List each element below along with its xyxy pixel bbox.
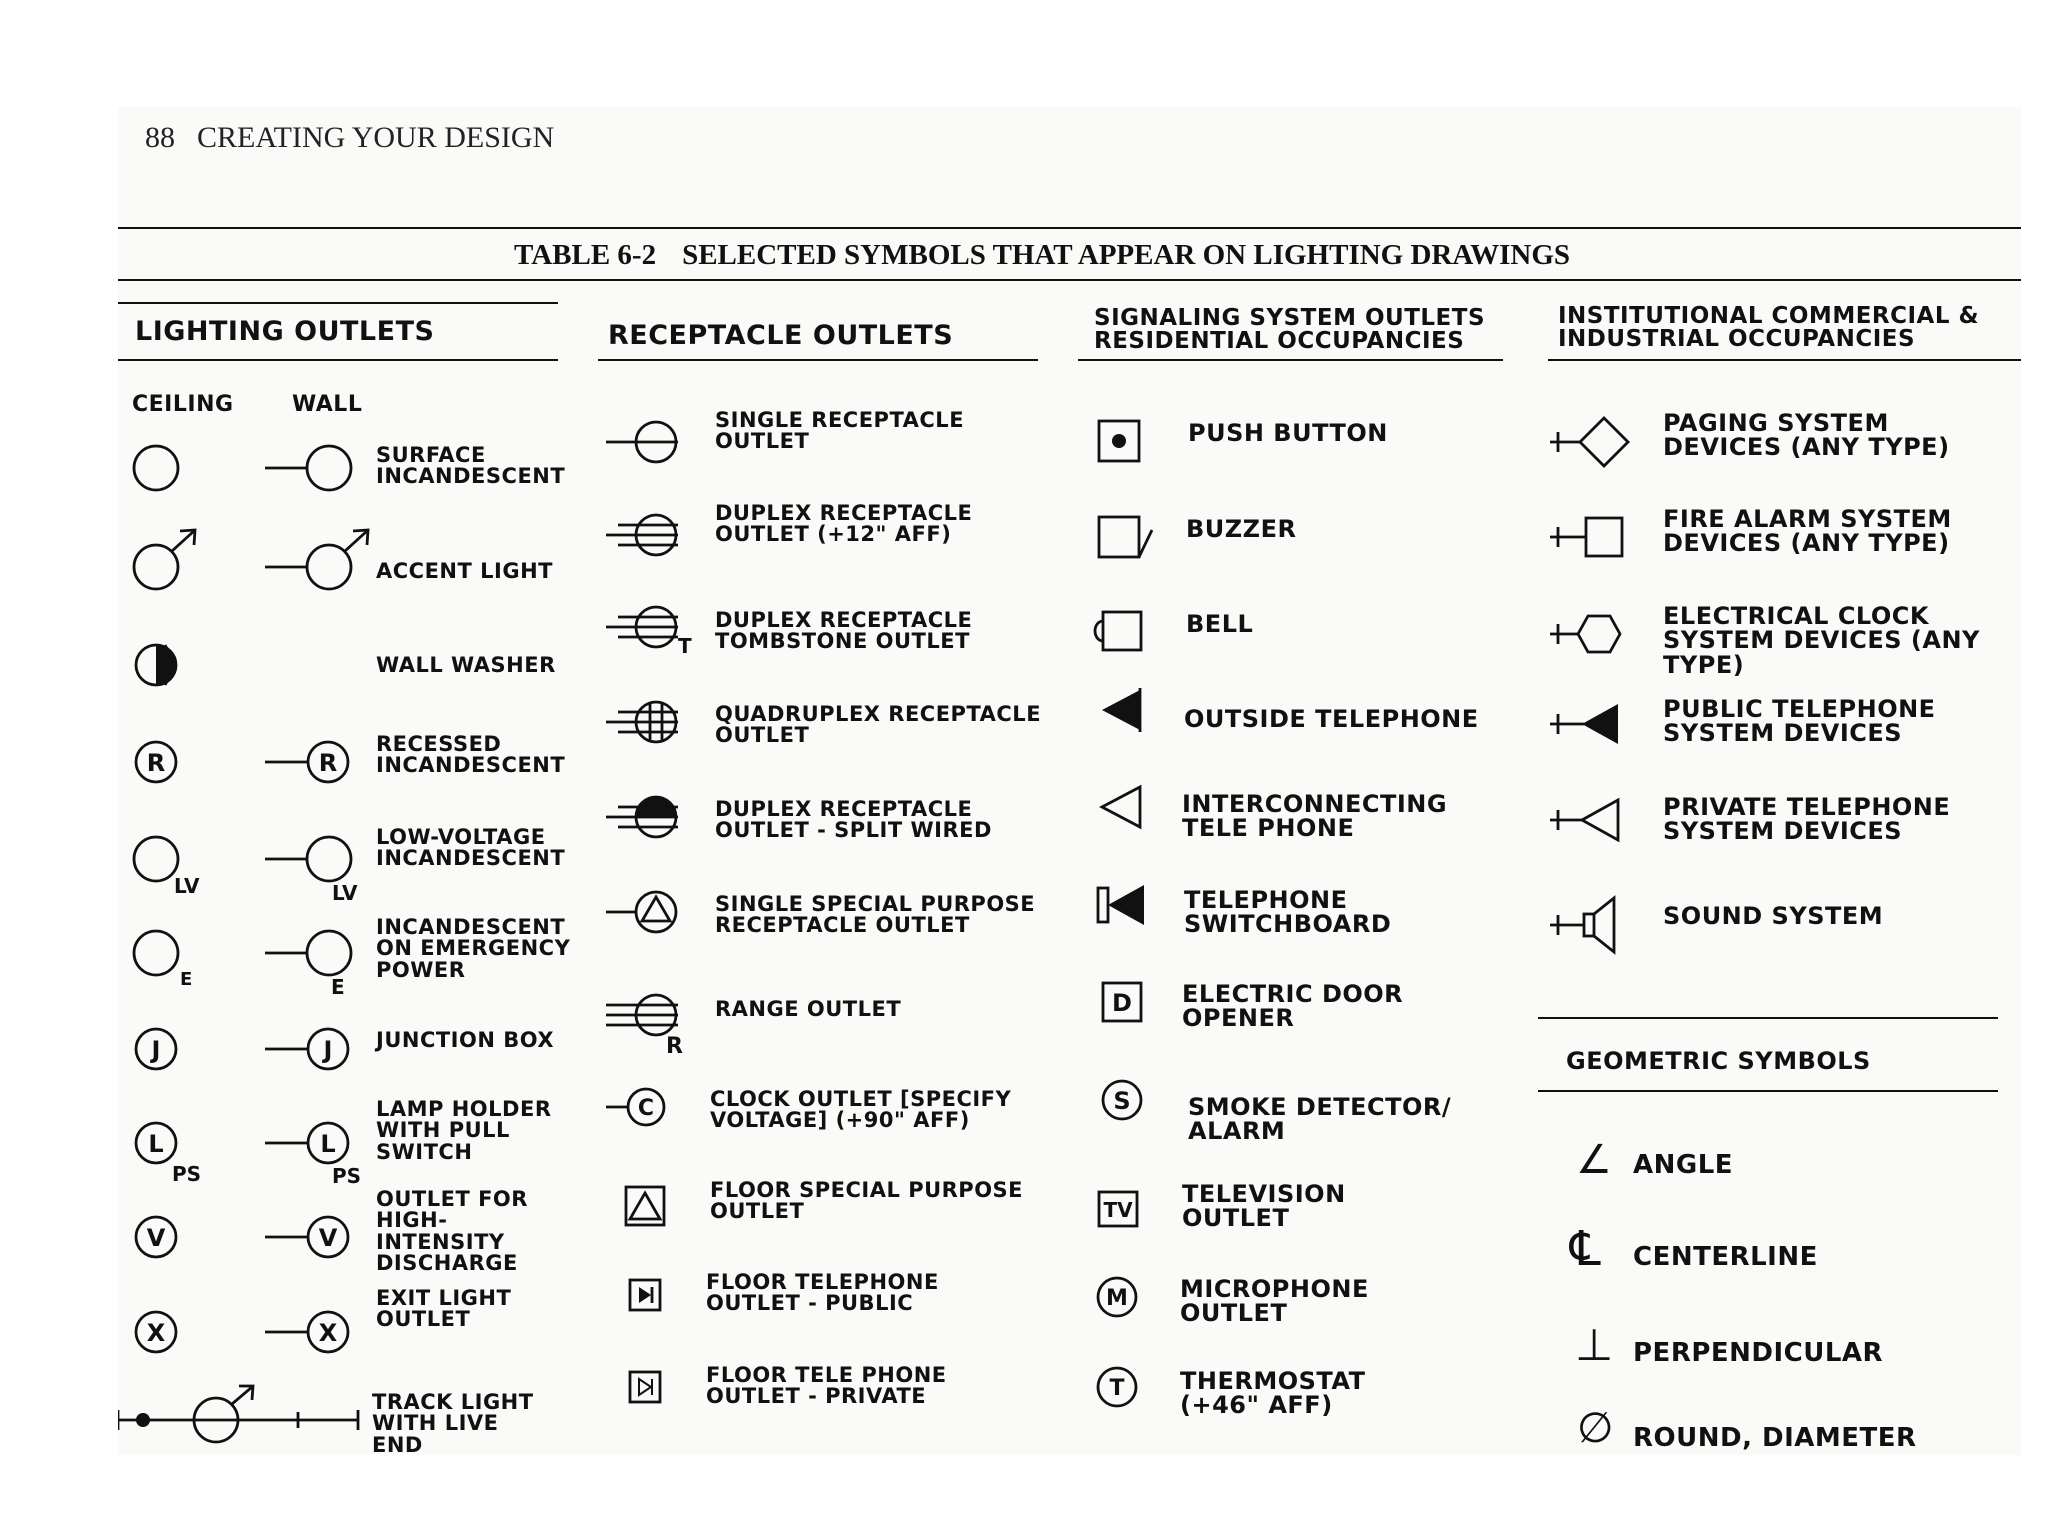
receptacle-heading: RECEPTACLE OUTLETS — [608, 320, 954, 351]
low-voltage-wall-letter: LV — [332, 881, 358, 905]
centerline-icon: ℄ — [1570, 1221, 1602, 1277]
accent-light-symbol — [134, 530, 368, 589]
telephone-switchboard-symbol — [1098, 885, 1144, 925]
pull-switch-wall-letters: PS — [332, 1164, 362, 1188]
recessed-symbol — [136, 742, 348, 782]
floor-special-symbol — [626, 1187, 664, 1225]
thermostat-symbol — [1098, 1368, 1136, 1406]
television-outlet-symbol — [1099, 1192, 1137, 1226]
label-private-telephone: PRIVATE TELEPHONE SYSTEM DEVICES — [1663, 793, 1951, 846]
split-wired-receptacle-symbol — [606, 797, 678, 837]
ceiling-subheading: CEILING — [132, 392, 234, 417]
table-caption: SELECTED SYMBOLS THAT APPEAR ON LIGHTING DRAWINGS — [682, 239, 1571, 271]
fire-alarm-symbol — [1550, 518, 1622, 556]
single-receptacle-symbol — [606, 422, 678, 462]
geometric-heading: GEOMETRIC SYMBOLS — [1566, 1047, 1871, 1075]
sound-system-symbol — [1550, 898, 1614, 952]
range-outlet-symbol — [606, 995, 683, 1059]
low-voltage-letter: LV — [174, 874, 200, 898]
label-floor-special: FLOOR SPECIAL PURPOSE OUTLET — [710, 1178, 1024, 1224]
label-single-receptacle: SINGLE RECEPTACLE OUTLET — [715, 408, 965, 454]
book-page — [118, 107, 2021, 1455]
hid-letter: V — [146, 1224, 166, 1252]
exit-wall-letter: X — [318, 1319, 338, 1347]
label-quadruplex: QUADRUPLEX RECEPTACLE OUTLET — [715, 702, 1042, 748]
signaling-heading-line2: RESIDENTIAL OCCUPANCIES — [1094, 328, 1465, 355]
quadruplex-receptacle-symbol — [606, 702, 678, 742]
label-floor-tel-public: FLOOR TELEPHONE OUTLET - PUBLIC — [706, 1270, 939, 1316]
bell-symbol — [1095, 612, 1141, 650]
exit-letter: X — [146, 1319, 166, 1347]
label-buzzer: BUZZER — [1186, 515, 1297, 543]
hid-wall-letter: V — [318, 1224, 338, 1252]
tv-letters: TV — [1103, 1198, 1133, 1222]
door-opener-letter: D — [1112, 989, 1132, 1017]
label-split-wired: DUPLEX RECEPTACLE OUTLET - SPLIT WIRED — [715, 797, 992, 843]
clock-outlet-symbol — [606, 1089, 664, 1125]
label-telephone-switchboard: TELEPHONE SWITCHBOARD — [1184, 886, 1392, 939]
thermostat-letter: T — [1109, 1376, 1125, 1401]
lamp-holder-letter: L — [148, 1130, 164, 1158]
label-wall-washer: WALL WASHER — [376, 653, 556, 677]
label-clock-outlet: CLOCK OUTLET [SPECIFY VOLTAGE] (+90" AFF) — [710, 1087, 1012, 1133]
label-paging-system: PAGING SYSTEM DEVICES (ANY TYPE) — [1663, 409, 1950, 462]
range-letter: R — [666, 1034, 683, 1059]
push-button-symbol — [1099, 421, 1139, 461]
public-telephone-symbol — [1550, 704, 1618, 744]
label-recessed-incandescent: RECESSED INCANDESCENT — [376, 732, 566, 778]
track-light-symbol — [118, 1386, 358, 1442]
label-low-voltage-incandescent: LOW-VOLTAGE INCANDESCENT — [376, 825, 566, 871]
label-perpendicular: PERPENDICULAR — [1633, 1338, 1884, 1368]
label-sound-system: SOUND SYSTEM — [1663, 902, 1884, 930]
label-surface-incandescent: SURFACE INCANDESCENT — [376, 443, 566, 489]
perpendicular-icon: ⊥ — [1575, 1320, 1614, 1371]
label-electrical-clock: ELECTRICAL CLOCK SYSTEM DEVICES (ANY TYPE) — [1663, 602, 1980, 679]
label-track-light: TRACK LIGHT WITH LIVE END — [372, 1390, 534, 1455]
label-junction-box: JUNCTION BOX — [376, 1028, 555, 1052]
private-telephone-symbol — [1550, 800, 1618, 840]
diameter-icon: ∅ — [1577, 1403, 1615, 1452]
angle-icon: ∠ — [1576, 1137, 1613, 1183]
signaling-heading-line1: SIGNALING SYSTEM OUTLETS — [1094, 305, 1486, 331]
label-hid-outlet: OUTLET FOR HIGH-INTENSITY DISCHARGE — [376, 1187, 528, 1276]
low-voltage-symbol — [134, 837, 358, 905]
label-interconnecting-telephone: INTERCONNECTING TELE PHONE — [1182, 790, 1448, 843]
label-range-outlet: RANGE OUTLET — [715, 997, 902, 1021]
mic-letter: M — [1106, 1286, 1128, 1311]
lighting-heading: LIGHTING OUTLETS — [135, 316, 435, 347]
lamp-holder-wall-letter: L — [320, 1130, 336, 1158]
label-thermostat: THERMOSTAT (+46" AFF) — [1180, 1367, 1366, 1420]
table-label: TABLE 6-2 — [514, 239, 657, 271]
microphone-outlet-symbol — [1098, 1278, 1136, 1316]
floor-tel-public-symbol — [630, 1280, 660, 1310]
emergency-symbol — [134, 931, 351, 999]
duplex-receptacle-symbol — [606, 515, 678, 555]
wall-subheading: WALL — [292, 392, 363, 417]
label-bell: BELL — [1186, 610, 1254, 638]
recessed-wall-letter: R — [318, 749, 338, 777]
label-duplex-tombstone: DUPLEX RECEPTACLE TOMBSTONE OUTLET — [715, 608, 973, 654]
pull-switch-letters: PS — [172, 1162, 202, 1186]
tombstone-letter: T — [678, 634, 692, 658]
recessed-letter: R — [146, 749, 166, 777]
hid-symbol — [136, 1217, 348, 1257]
door-opener-symbol — [1103, 983, 1141, 1021]
label-incandescent-emergency: INCANDESCENT ON EMERGENCY POWER — [376, 915, 571, 982]
outside-telephone-symbol — [1102, 688, 1140, 732]
emergency-wall-letter: E — [331, 975, 345, 999]
label-fire-alarm: FIRE ALARM SYSTEM DEVICES (ANY TYPE) — [1663, 505, 1952, 558]
label-public-telephone: PUBLIC TELEPHONE SYSTEM DEVICES — [1663, 695, 1936, 748]
running-title: CREATING YOUR DESIGN — [197, 121, 555, 154]
label-lamp-holder: LAMP HOLDER WITH PULL SWITCH — [376, 1097, 552, 1164]
label-duplex-receptacle: DUPLEX RECEPTACLE OUTLET (+12" AFF) — [715, 501, 973, 547]
label-special-purpose: SINGLE SPECIAL PURPOSE RECEPTACLE OUTLET — [715, 892, 1036, 938]
label-microphone-outlet: MICROPHONE OUTLET — [1180, 1275, 1369, 1328]
wall-washer-symbol — [136, 645, 176, 685]
junction-letter: J — [151, 1036, 161, 1064]
smoke-detector-symbol — [1103, 1081, 1141, 1119]
paging-system-symbol — [1550, 418, 1628, 466]
interconnecting-telephone-symbol — [1102, 787, 1140, 827]
label-accent-light: ACCENT LIGHT — [376, 559, 553, 583]
tombstone-receptacle-symbol — [606, 607, 692, 658]
emergency-letter: E — [180, 969, 193, 990]
smoke-letter: S — [1113, 1087, 1131, 1115]
junction-box-symbol — [136, 1029, 348, 1069]
special-purpose-receptacle-symbol — [606, 892, 676, 932]
electrical-clock-symbol — [1550, 616, 1620, 652]
surface-incandescent-symbol — [134, 446, 351, 490]
label-outside-telephone: OUTSIDE TELEPHONE — [1184, 705, 1479, 733]
institutional-heading-line1: INSTITUTIONAL COMMERCIAL & — [1558, 303, 1980, 329]
page-number: 88 — [145, 121, 175, 154]
lamp-holder-symbol — [136, 1123, 361, 1188]
label-centerline: CENTERLINE — [1633, 1242, 1818, 1272]
floor-tel-private-symbol — [630, 1372, 660, 1402]
junction-wall-letter: J — [323, 1036, 333, 1064]
label-round-diameter: ROUND, DIAMETER — [1633, 1423, 1917, 1453]
label-floor-tel-private: FLOOR TELE PHONE OUTLET - PRIVATE — [706, 1363, 947, 1409]
clock-letter: C — [637, 1096, 655, 1121]
label-push-button: PUSH BUTTON — [1188, 419, 1388, 447]
label-television-outlet: TELEVISION OUTLET — [1182, 1180, 1346, 1233]
label-exit-light: EXIT LIGHT OUTLET — [376, 1286, 512, 1332]
label-angle: ANGLE — [1633, 1150, 1734, 1180]
institutional-heading-line2: INDUSTRIAL OCCUPANCIES — [1558, 326, 1916, 353]
exit-light-symbol — [136, 1312, 348, 1352]
label-electric-door-opener: ELECTRIC DOOR OPENER — [1182, 980, 1404, 1033]
symbol-drawings — [118, 107, 2021, 1455]
buzzer-symbol — [1099, 517, 1152, 557]
label-smoke-detector: SMOKE DETECTOR/ ALARM — [1188, 1093, 1452, 1146]
